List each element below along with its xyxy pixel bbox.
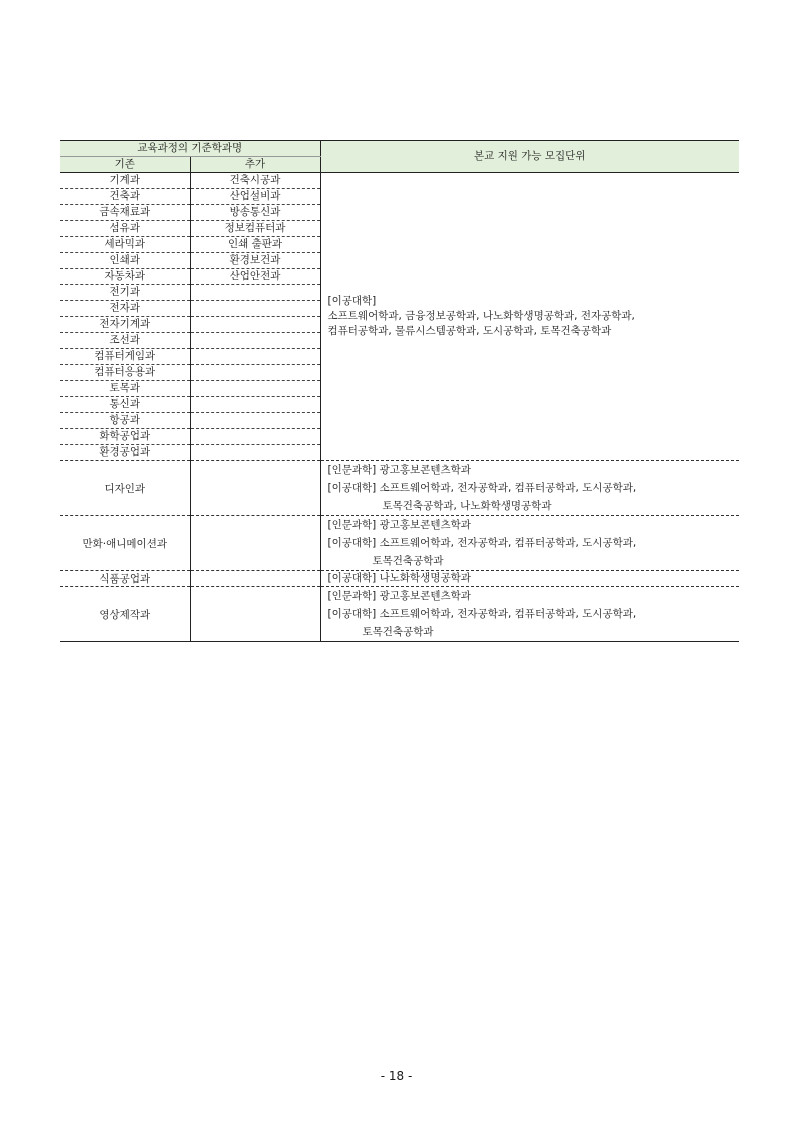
added-dept <box>190 301 320 317</box>
header-existing: 기존 <box>60 157 190 173</box>
existing-dept: 금속재료과 <box>60 205 190 221</box>
added-dept: 산업안전과 <box>190 269 320 285</box>
header-added: 추가 <box>190 157 320 173</box>
unit-line: 토목건축공학과, 나노화학생명공학과 <box>382 500 552 512</box>
unit-line: 토목건축공학과 <box>362 626 434 638</box>
existing-dept: 조선과 <box>60 333 190 349</box>
added-dept: 정보컴퓨터과 <box>190 221 320 237</box>
added-dept: 방송통신과 <box>190 205 320 221</box>
units-cell <box>320 587 739 642</box>
added-dept: 인쇄 출판과 <box>190 237 320 253</box>
existing-dept: 컴퓨터게임과 <box>60 349 190 365</box>
unit-line: [이공대학] 소프트웨어학과, 전자공학과, 컴퓨터공학과, 도시공학과, <box>327 482 637 494</box>
added-dept <box>190 285 320 301</box>
added-dept-empty <box>190 516 320 571</box>
existing-dept: 환경공업과 <box>60 445 190 461</box>
header-units: 본교 지원 가능 모집단위 <box>320 141 739 173</box>
unit-line: [이공대학] 소프트웨어학과, 전자공학과, 컴퓨터공학과, 도시공학과, <box>327 537 637 549</box>
existing-dept: 화학공업과 <box>60 429 190 445</box>
added-dept: 산업설비과 <box>190 189 320 205</box>
unit-line: 소프트웨어학과, 금융정보공학과, 나노화학생명공학과, 전자공학과, <box>327 310 635 322</box>
existing-dept: 건축과 <box>60 189 190 205</box>
added-dept <box>190 429 320 445</box>
header-group-label: 교육과정의 기준학과명 <box>60 141 320 157</box>
existing-dept: 영상제작과 <box>60 587 190 642</box>
existing-dept: 전자과 <box>60 301 190 317</box>
added-dept <box>190 365 320 381</box>
added-dept <box>190 445 320 461</box>
existing-dept: 항공과 <box>60 413 190 429</box>
units-cell <box>320 461 739 516</box>
unit-line: [인문과학] 광고홍보콘텐츠학과 <box>327 464 471 476</box>
added-dept-empty <box>190 461 320 516</box>
existing-dept: 전기과 <box>60 285 190 301</box>
added-dept <box>190 317 320 333</box>
unit-line: [이공대학] 소프트웨어학과, 전자공학과, 컴퓨터공학과, 도시공학과, <box>327 608 637 620</box>
existing-dept: 전자기계과 <box>60 317 190 333</box>
unit-line: [이공대학] 나노화학생명공학과 <box>327 572 471 584</box>
existing-dept: 토목과 <box>60 381 190 397</box>
existing-dept: 기계과 <box>60 173 190 189</box>
page-number: - 18 - <box>380 1069 413 1083</box>
unit-line: [이공대학] <box>327 295 377 307</box>
existing-dept: 자동차과 <box>60 269 190 285</box>
unit-line: 컴퓨터공학과, 물류시스템공학과, 도시공학과, 토목건축공학과 <box>327 325 612 337</box>
existing-dept: 인쇄과 <box>60 253 190 269</box>
added-dept <box>190 397 320 413</box>
added-dept <box>190 349 320 365</box>
added-dept: 건축시공과 <box>190 173 320 189</box>
added-dept <box>190 381 320 397</box>
existing-dept: 통신과 <box>60 397 190 413</box>
existing-dept: 식품공업과 <box>60 571 190 587</box>
existing-dept: 섬유과 <box>60 221 190 237</box>
department-table <box>60 140 739 642</box>
unit-line: 토목건축공학과 <box>372 555 444 567</box>
unit-line: [인문과학] 광고홍보콘텐츠학과 <box>327 519 471 531</box>
added-dept <box>190 333 320 349</box>
units-cell <box>320 516 739 571</box>
units-cell <box>320 173 739 461</box>
existing-dept: 세라믹과 <box>60 237 190 253</box>
units-cell <box>320 571 739 587</box>
added-dept <box>190 413 320 429</box>
added-dept-empty <box>190 571 320 587</box>
added-dept-empty <box>190 587 320 642</box>
existing-dept: 컴퓨터응용과 <box>60 365 190 381</box>
unit-line: [인문과학] 광고홍보콘텐츠학과 <box>327 590 471 602</box>
added-dept: 환경보건과 <box>190 253 320 269</box>
existing-dept: 디자인과 <box>60 461 190 516</box>
existing-dept: 만화·애니메이션과 <box>60 516 190 571</box>
